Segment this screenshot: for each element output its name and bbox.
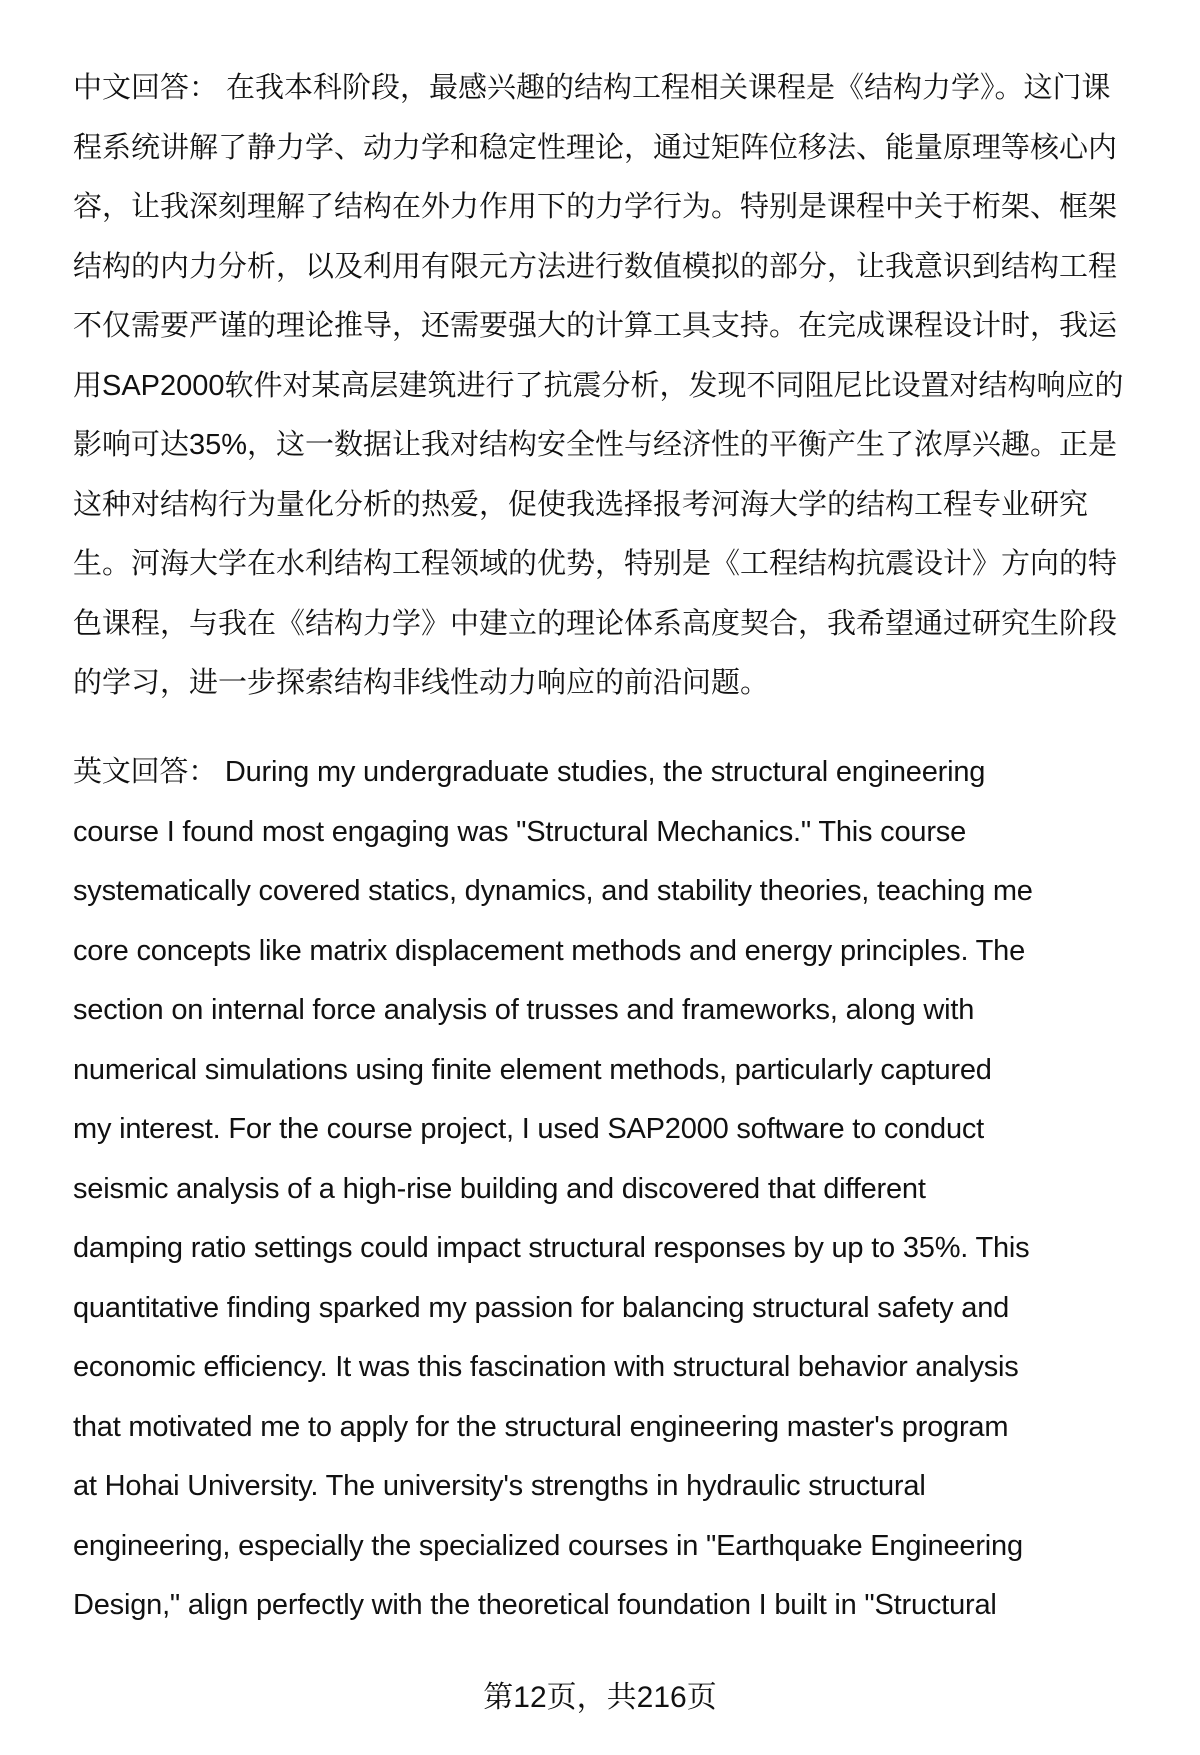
text-line: 影响可达35%，这一数据让我对结构安全性与经济性的平衡产生了浓厚兴趣。正是 <box>73 429 1118 461</box>
english-answer <box>73 743 1163 1636</box>
text-line: 程系统讲解了静力学、动力学和稳定性理论，通过矩阵位移法、能量原理等核心内 <box>73 131 1118 164</box>
text-line: quantitative finding sparked my passion for balancing structural safety and <box>73 1291 1010 1324</box>
text-line: that motivated me to apply for the structural engineering master's program <box>73 1410 1009 1443</box>
text-line: 生。河海大学在水利结构工程领域的优势，特别是《工程结构抗震设计》方向的特 <box>73 548 1118 580</box>
text-line: 中文回答： 在我本科阶段，最感兴趣的结构工程相关课程是《结构力学》。这门课 <box>73 72 1111 104</box>
text-line: 色课程，与我在《结构力学》中建立的理论体系高度契合，我希望通过研究生阶段 <box>73 607 1118 640</box>
text-line: economic efficiency. It was this fascination with structural behavior analysis <box>73 1351 1019 1383</box>
text-line: 用SAP2000软件对某高层建筑进行了抗震分析，发现不同阻尼比设置对结构响应的 <box>73 369 1124 402</box>
chinese-answer <box>73 59 1163 714</box>
text-line: 不仅需要严谨的理论推导，还需要强大的计算工具支持。在完成课程设计时，我运 <box>73 310 1118 342</box>
text-line: Design," align perfectly with the theoretical foundation I built in "Structural <box>73 1589 997 1621</box>
text-line: damping ratio settings could impact structural responses by up to 35%. This <box>73 1232 1030 1264</box>
page-number: 第12页，共216页 <box>483 1681 717 1714</box>
text-line: 这种对结构行为量化分析的热爱，促使我选择报考河海大学的结构工程专业研究 <box>73 488 1089 521</box>
text-line: seismic analysis of a high-rise building and discovered that different <box>73 1172 926 1205</box>
text-line: 的学习，进一步探索结构非线性动力响应的前沿问题。 <box>73 667 770 699</box>
text-line: my interest. For the course project, I used SAP2000 software to conduct <box>73 1113 985 1145</box>
text-line: numerical simulations using finite element methods, particularly captured <box>73 1053 992 1086</box>
text-line: systematically covered statics, dynamics, and stability theories, teaching me <box>73 875 1033 907</box>
text-line: core concepts like matrix displacement methods and energy principles. The <box>73 934 1026 967</box>
text-line: 容，让我深刻理解了结构在外力作用下的力学行为。特别是课程中关于桁架、框架 <box>73 191 1118 223</box>
text-line: course I found most engaging was "Structural Mechanics." This course <box>73 815 967 848</box>
text-line: 英文回答： During my undergraduate studies, the structural engineering <box>73 756 986 788</box>
text-line: section on internal force analysis of trusses and frameworks, along with <box>73 994 975 1026</box>
text-line: at Hohai University. The university's strengths in hydraulic structural <box>73 1470 926 1502</box>
text-line: 结构的内力分析，以及利用有限元方法进行数值模拟的部分，让我意识到结构工程 <box>73 250 1118 283</box>
text-line: engineering, especially the specialized courses in "Earthquake Engineering <box>73 1529 1023 1562</box>
